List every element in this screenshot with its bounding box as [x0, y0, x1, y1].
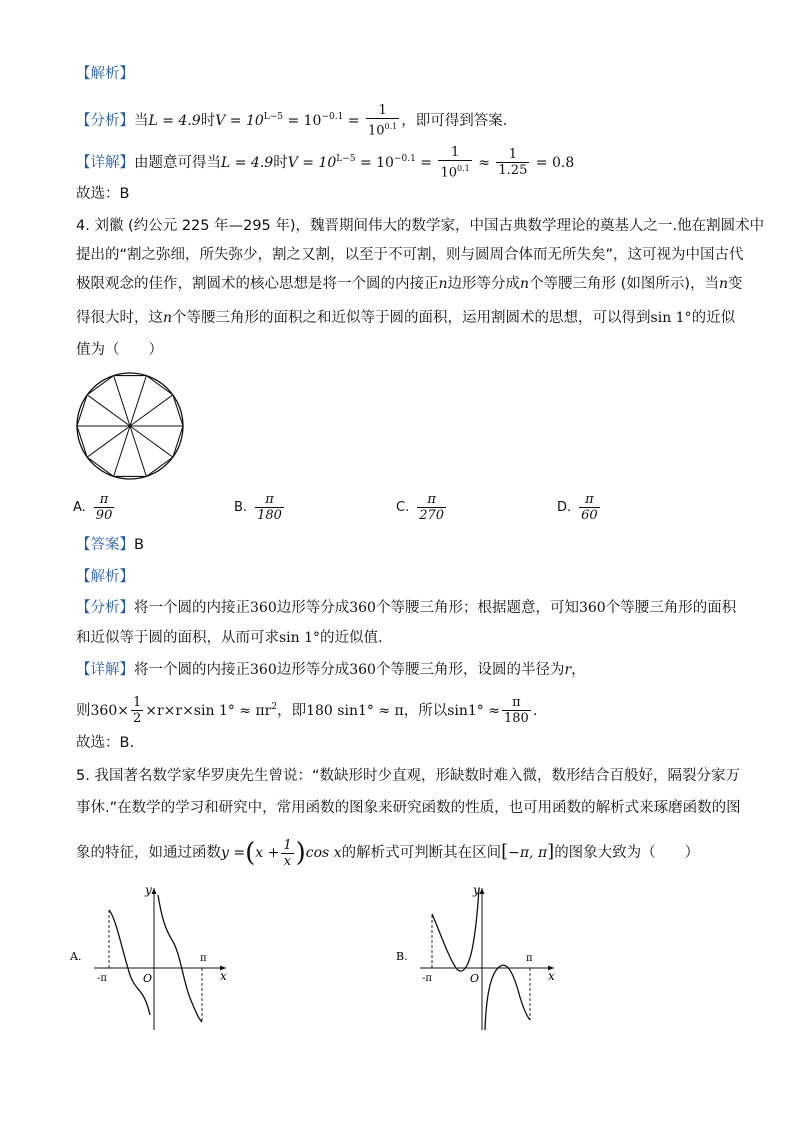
x-label: x: [548, 969, 555, 983]
fenxi-label: 【分析】: [76, 112, 134, 129]
q4-fenxi-line1: 【分析】将一个圆的内接正360边形等分成360个等腰三角形；根据题意，可知360个等腰三角形的面积: [76, 600, 737, 616]
pi-label: π: [200, 953, 207, 964]
decagon-spoke: [130, 426, 146, 476]
y-axis-arrow: [480, 888, 485, 894]
q4-line5: 值为（ ）: [76, 342, 163, 358]
option-b[interactable]: B. $\frac{\pi}{180}$: [234, 492, 282, 523]
q5-line3: 象的特征，如通过函数y =(x + $\frac{1}{x}$ )cos x的解析式可判断其在区间[−π, π]的图象大致为（ ）: [76, 837, 700, 869]
fraction: $\frac{1}{1.25}$: [498, 147, 528, 179]
q4-calc-line: 则360× $\frac{1}{2}$ ×r×r×sin $1^\circ \approx \pi r^2$，即180 sin1° ≈ π，所以sin1° ≈ $\frac{\pi}{180}$ .: [76, 695, 538, 727]
neg-pi-label: -π: [97, 973, 107, 984]
option-b-letter: B.: [396, 950, 408, 963]
option-a[interactable]: A. $\frac{\pi}{90}$: [73, 492, 113, 523]
fraction: $\frac{1}{x}$: [283, 837, 292, 869]
option-c[interactable]: C. $\frac{\pi}{270}$: [396, 492, 445, 523]
inscribed-decagon-figure: [70, 370, 192, 482]
fraction: $\frac{\pi}{60}$: [581, 492, 598, 523]
fraction: $\frac{1}{10^{0.1}}$: [367, 103, 398, 139]
fraction: $\frac{\pi}{180}$: [503, 695, 529, 727]
q4-line4: 得很大时，这n个等腰三角形的面积之和近似等于圆的面积，运用割圆术的思想，可以得到sin 1°的近似: [76, 310, 736, 326]
graph-a[interactable]: [68, 880, 238, 1035]
fraction: $\frac{\pi}{180}$: [257, 492, 282, 523]
y-label: y: [473, 883, 480, 897]
daan-label: 【答案】: [76, 537, 134, 553]
q3-choice: 故选：B: [76, 186, 130, 202]
curve-left-branch: [109, 910, 153, 1015]
q4-choice: 故选：B.: [76, 735, 135, 751]
neg-pi-label: -π: [422, 973, 432, 984]
q5-line2: 事休.”在数学的学习和研究中，常用函数的图象来研究函数的性质，也可用函数的解析式来琢磨函数的图: [76, 800, 741, 816]
q3-fenxi-line: 【分析】当L = 4.9时$V = 10^{L-5} = 10^{-0.1}$ = $\frac{1}{10^{0.1}}$ ，即可得到答案.: [76, 103, 508, 139]
fraction: $\frac{1}{10^{0.1}}$: [440, 145, 470, 181]
decagon-spoke: [130, 426, 173, 457]
q4-line2: 提出的“割之弥细，所失弥少，割之又割，以至于不可割，则与圆周合体而无所失矣”，这可视为中国古代: [76, 247, 744, 263]
x-label: x: [220, 969, 227, 983]
q4-line1: 4. 刘徽 (约公元 225 年—295 年)，魏晋期间伟大的数学家，中国古典数学理论的奠基人之一.他在割圆术中: [76, 218, 765, 234]
q4-answer: 【答案】B: [76, 537, 144, 553]
q3-xiangjie-line: 【详解】由题意可得当L = 4.9时$V = 10^{L-5} = 10^{-0.1}$ = $\frac{1}{10^{0.1}}$ ≈ $\frac{1}{1.25}$ = 0.8: [76, 145, 575, 181]
q4-fenxi-line2: 和近似等于圆的面积，从而可求sin 1°的近似值.: [76, 630, 383, 646]
decagon-spoke: [130, 376, 146, 426]
fraction: $\frac{1}{2}$: [132, 695, 142, 727]
decagon-spoke: [114, 376, 130, 426]
pi-label: π: [526, 953, 533, 964]
curve-right-branch: [485, 965, 530, 1030]
jiexi-label: 【解析】: [76, 66, 134, 82]
decagon-spoke: [130, 395, 173, 426]
q4-xiangjie-line1: 【详解】将一个圆的内接正360边形等分成360个等腰三角形，设圆的半径为r，: [76, 662, 586, 678]
origin-label: O: [470, 972, 480, 985]
curve-right-branch: [158, 895, 202, 1022]
decagon-spoke: [114, 426, 130, 476]
q4-line3: 极限观念的佳作，割圆术的核心思想是将一个圆的内接正n边形等分成n个等腰三角形 (如图所示)，当n变: [76, 276, 743, 292]
decagon-spoke: [87, 395, 130, 426]
decagon-spoke: [87, 426, 130, 457]
q4-jiexi-label: 【解析】: [76, 569, 134, 585]
y-axis-arrow: [152, 888, 157, 894]
xiangjie-label: 【详解】: [76, 154, 134, 171]
decagon: [77, 376, 183, 477]
graph-b[interactable]: [394, 880, 564, 1035]
y-label: y: [145, 883, 152, 897]
q5-line1: 5. 我国著名数学家华罗庚先生曾说：“数缺形时少直观，形缺数时难入微，数形结合百般好，隔裂分家万: [76, 768, 740, 784]
curve-left-branch: [432, 888, 479, 971]
fraction: $\frac{\pi}{270}$: [419, 492, 445, 523]
origin-label: O: [143, 972, 153, 985]
option-a-letter: A.: [70, 950, 82, 963]
option-d[interactable]: D. $\frac{\pi}{60}$: [557, 492, 598, 523]
fraction: $\frac{\pi}{90}$: [95, 492, 113, 523]
